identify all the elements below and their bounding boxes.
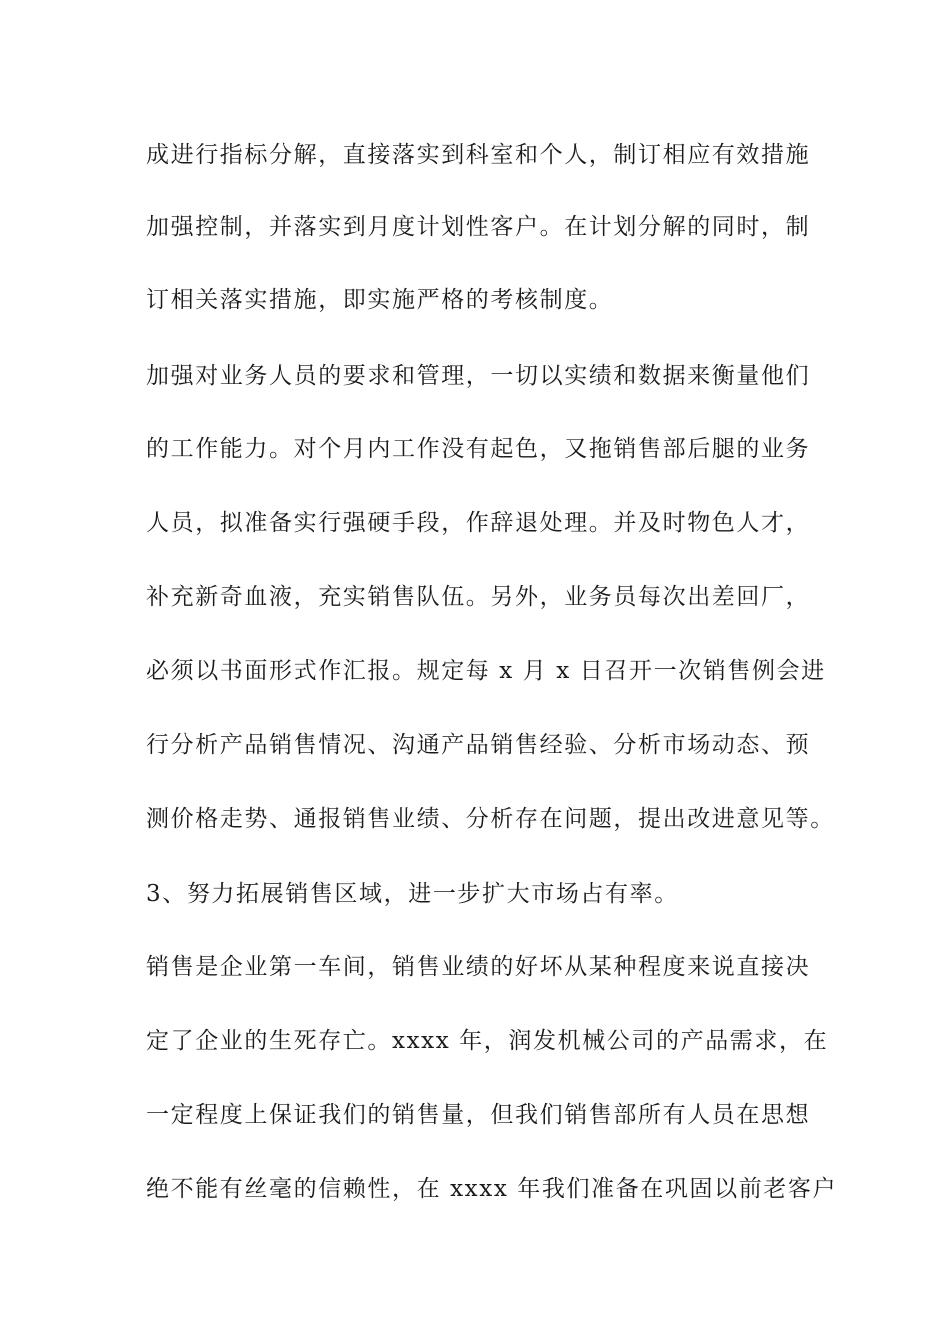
text-line: 订相关落实措施，即实施严格的考核制度。: [146, 287, 614, 313]
text-line: 成进行指标分解，直接落实到科室和个人，制订相应有效措施: [146, 142, 811, 168]
text-line: 补充新奇血液，充实销售队伍。另外，业务员每次出差回厂，: [146, 584, 811, 610]
text-line: 销售是企业第一车间，销售业绩的好坏从某种程度来说直接决: [146, 954, 811, 980]
text-line: 行分析产品销售情况、沟通产品销售经验、分析市场动态、预: [146, 732, 811, 758]
text-line: 定了企业的生死存亡。xxxx 年，润发机械公司的产品需求，在: [146, 1028, 829, 1054]
text-line: 人员，拟准备实行强硬手段，作辞退处理。并及时物色人才，: [146, 510, 811, 536]
text-line: 绝不能有丝毫的信赖性，在 xxxx 年我们准备在巩固以前老客户: [146, 1176, 838, 1202]
text-line: 的工作能力。对个月内工作没有起色，又拖销售部后腿的业务: [146, 436, 811, 462]
text-line: 一定程度上保证我们的销售量，但我们销售部所有人员在思想: [146, 1102, 811, 1128]
text-line: 加强控制，并落实到月度计划性客户。在计划分解的同时，制: [146, 214, 811, 240]
section-heading: 3、努力拓展销售区域，进一步扩大市场占有率。: [146, 881, 679, 907]
text-line: 必须以书面形式作汇报。规定每 x 月 x 日召开一次销售例会进: [146, 658, 826, 684]
text-line: 测价格走势、通报销售业绩、分析存在问题，提出改进意见等。: [146, 806, 835, 832]
text-line: 加强对业务人员的要求和管理，一切以实绩和数据来衡量他们: [146, 363, 811, 389]
